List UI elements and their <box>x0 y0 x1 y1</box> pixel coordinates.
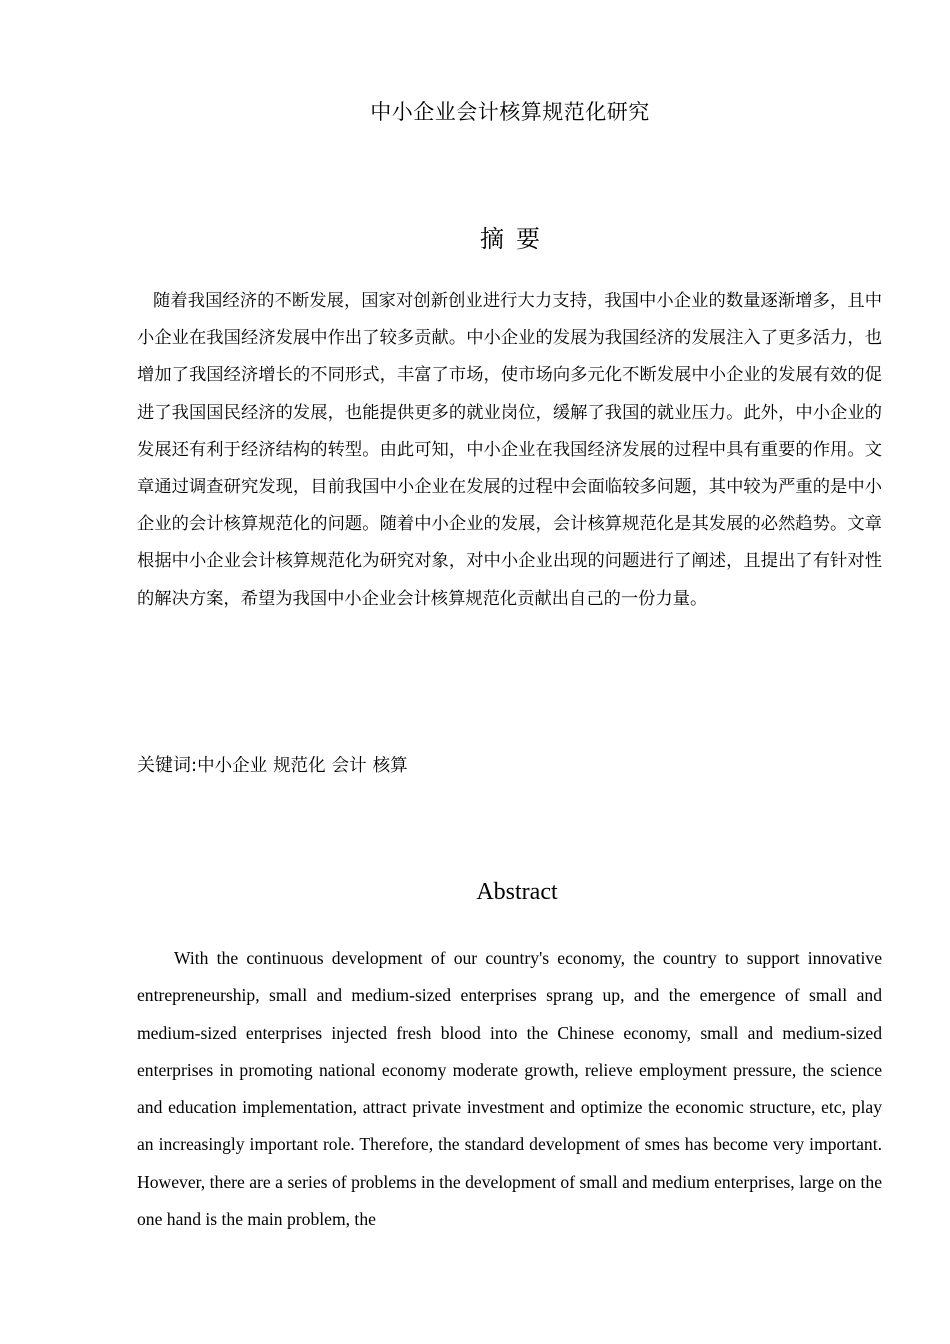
keywords-label: 关键词: <box>137 755 198 776</box>
keyword-item: 中小企业 <box>197 756 268 776</box>
keyword-item: 核算 <box>372 756 408 776</box>
abstract-en-body: With the continuous development of our country's economy, the country to support innovative entrepreneurship, small and medium-sized enterprises sprang up, and the emergence of small and medium-sized enterprises injected fresh blood into the Chinese economy, small and medium-sized enterprises in promoting national economy moderate growth, relieve employment pressure, the science and education implementation, attract private investment and optimize the economic structure, etc, play an increasingly important role. Therefore, the standard development of smes has become very important. However, there are a series of problems in the development of small and medium enterprises, large on the one hand is the main problem, the <box>137 948 882 1230</box>
abstract-cn-body: 随着我国经济的不断发展，国家对创新创业进行大力支持，我国中小企业的数量逐渐增多，且中小企业在我国经济发展中作出了较多贡献。中小企业的发展为我国经济的发展注入了更多活力，也增加了我国经济增长的不同形式，丰富了市场，使市场向多元化不断发展中小企业的发展有效的促进了我国国民经济的发展，也能提供更多的就业岗位，缓解了我国的就业压力。此外，中小企业的发展还有利于经济结构的转型。由此可知，中小企业在我国经济发展的过程中具有重要的作用。文章通过调查研究发现，目前我国中小企业在发展的过程中会面临较多问题，其中较为严重的是中小企业的会计核算规范化的问题。随着中小企业的发展，会计核算规范化是其发展的必然趋势。文章根据中小企业会计核算规范化为研究对象，对中小企业出现的问题进行了阐述，且提出了有针对性的解决方案，希望为我国中小企业会计核算规范化贡献出自己的一份力量。 <box>137 291 882 609</box>
abstract-cn-heading-char-1: 摘 <box>480 225 504 253</box>
abstract-en-heading: Abstract <box>476 879 558 905</box>
keywords-line <box>137 751 414 781</box>
abstract-cn-heading-char-2: 要 <box>516 225 540 253</box>
keyword-item: 规范化 <box>273 756 326 776</box>
abstract-cn-heading <box>0 219 950 254</box>
keyword-item: 会计 <box>331 756 367 776</box>
document-title: 中小企业会计核算规范化研究 <box>370 100 650 124</box>
